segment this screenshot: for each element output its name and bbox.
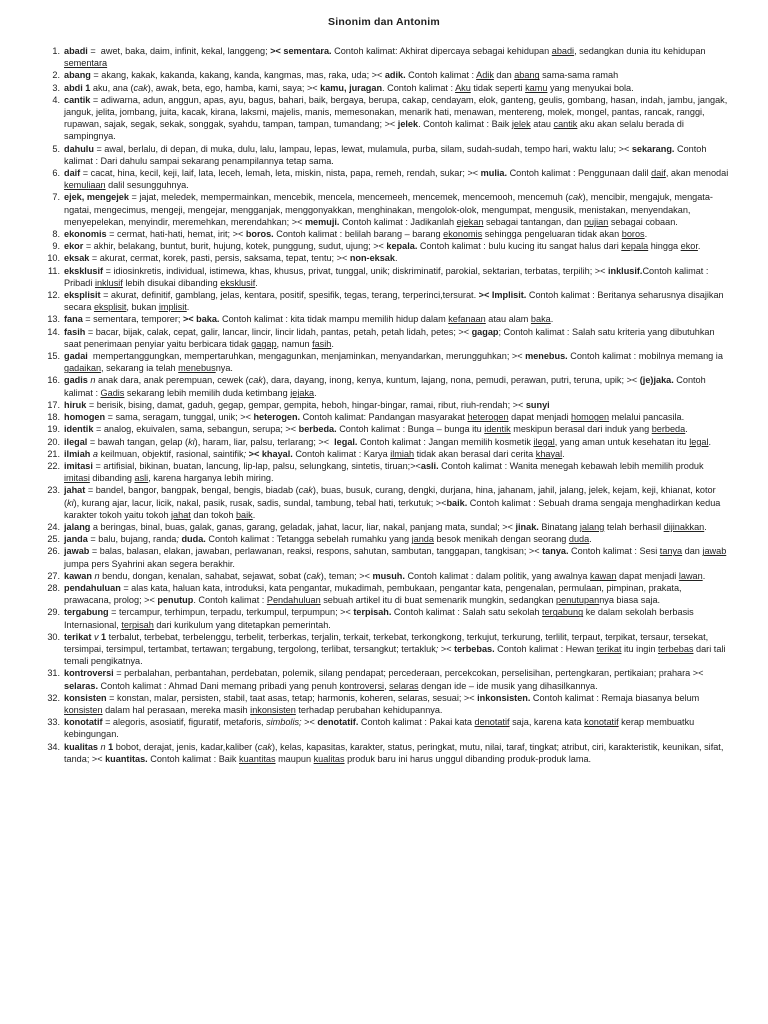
list-item — [36, 350, 730, 374]
list-item-text: kualitas n 1 bobot, derajat, jenis, kadar,kaliber (cak), kelas, kapasitas, karakter, status, peringkat, mutu, nilai, taraf, tingkat; atribut, ciri, karakteristik, keunikan, sifat, tanda; >< kuantitas. Contoh kalimat : Baik kuantitas maupun kualitas produk baru ini harus unggul dibanding produk-produk lama. — [64, 741, 724, 764]
list-item-number: 23. — [47, 485, 60, 496]
list-item — [36, 82, 730, 94]
list-item-number: 17. — [47, 399, 60, 410]
page-title: Sinonim dan Antonim — [328, 16, 440, 28]
list-item — [36, 326, 730, 350]
list-item-number: 27. — [47, 570, 60, 581]
list-item-text: jawab = balas, balasan, elakan, jawaban, perlawanan, reaksi, respons, sahutan, sambutan, tanggapan, tangkisan; >< tanya. Contoh kalimat : Sesi tanya dan jawab jumpa pers Syahrini akan segera berakhir. — [64, 546, 727, 569]
list-item — [36, 582, 730, 606]
list-item-number: 13. — [47, 314, 60, 325]
list-item — [36, 191, 730, 228]
list-item-text: identik = analog, ekuivalen, sama, sebangun, serupa; >< berbeda. Contoh kalimat : Bunga – bunga itu identik meskipun berasal dari induk yang berbeda. — [64, 424, 688, 435]
list-item — [36, 667, 730, 691]
list-item — [36, 521, 730, 533]
list-item-text: konotatif = alegoris, asosiatif, figuratif, metaforis, simbolis; >< denotatif. Contoh kalimat : Pakai kata denotatif saja, karena kata konotatif kerap membuatku kebingungan. — [64, 717, 695, 740]
list-item-text: jalang a beringas, binal, buas, galak, ganas, garang, geladak, jahat, lacur, liar, nakal, panjang mata, sundal; >< jinak. Binatang jalang telah berhasil dijinakkan. — [64, 521, 707, 532]
list-item — [36, 484, 730, 521]
list-item-text: ilmiah a keilmuan, objektif, rasional, saintifik; >< khayal. Contoh kalimat : Karya ilmiah tidak akan berasal dari cerita khayal. — [64, 448, 565, 459]
list-item-number: 20. — [47, 436, 60, 447]
list-item — [36, 143, 730, 167]
list-item-text: ekonomis = cermat, hati-hati, hemat, irit; >< boros. Contoh kalimat : belilah barang – barang ekonomis sehingga pengeluaran tidak akan boros. — [64, 229, 648, 240]
list-item — [36, 423, 730, 435]
list-item — [36, 252, 730, 264]
list-item-text: abang = akang, kakak, kakanda, kakang, kanda, kangmas, mas, raka, uda; >< adik. Contoh kalimat : Adik dan abang sama-sama ramah — [64, 70, 619, 81]
list-item-number: 11. — [47, 265, 60, 276]
list-item-number: 19. — [47, 424, 60, 435]
list-item-number: 33. — [47, 717, 60, 728]
list-item — [36, 570, 730, 582]
list-item — [36, 448, 730, 460]
list-item — [36, 411, 730, 423]
list-item-number: 2. — [52, 70, 60, 81]
list-item-text: kontroversi = perbalahan, perbantahan, perdebatan, polemik, silang pendapat; percederaan, percekcokan, perselisihan, pertengkaran, pertikaian; prahara >< selaras. Contoh kalimat : Ahmad Dani memang pribadi yang penuh kontroversi, selaras dengan ide – ide musik yang dihasilkannya. — [64, 668, 704, 691]
list-item — [36, 240, 730, 252]
list-item-number: 22. — [47, 460, 60, 471]
list-item-number: 4. — [52, 94, 60, 105]
list-item-number: 29. — [47, 607, 60, 618]
list-item-text: terikat v 1 terbalut, terbebat, terbelenggu, terbelit, terberkas, terjalin, terkait, terkebat, terkongkong, terkujut, terkurung, terlilit, terpaut, terpikat, tersaur, tersekat, tersimpai, tersimpul, tertambat, tertawan; tergabung, tergolong, terlibat, tersangkut; tertakluk; >< terbebas. Contoh kalimat : Hewan terikat itu ingin terbebas dari tali temali pengikatnya. — [64, 631, 726, 667]
list-item-number: 30. — [47, 631, 60, 642]
list-item-number: 21. — [47, 448, 60, 459]
list-item-number: 28. — [47, 582, 60, 593]
list-item-text: hiruk = berisik, bising, damat, gaduh, gegap, gempar, gempita, heboh, hingar-bingar, ramai, ribut, riuh-rendah; >< sunyi — [64, 399, 550, 410]
list-item-number: 24. — [47, 521, 60, 532]
list-item-text: janda = balu, bujang, randa; duda. Contoh kalimat : Tetangga sebelah rumahku yang janda besok menikah dengan seorang duda. — [64, 534, 592, 545]
list-item — [36, 228, 730, 240]
list-item — [36, 45, 730, 69]
list-item-number: 3. — [52, 82, 60, 93]
list-item-number: 12. — [47, 290, 60, 301]
list-item-number: 31. — [47, 668, 60, 679]
list-item-text: fana = sementara, temporer; >< baka. Contoh kalimat : kita tidak mampu memilih hidup dalam kefanaan atau alam baka. — [64, 314, 554, 325]
list-item-number: 32. — [47, 692, 60, 703]
list-item — [36, 167, 730, 191]
list-item-number: 1. — [52, 46, 60, 56]
list-item — [36, 94, 730, 143]
list-item-text: ilegal = bawah tangan, gelap (ki), haram, liar, palsu, terlarang; >< legal. Contoh kalimat : Jangan memilih kosmetik ilegal, yang aman untuk kesehatan itu legal. — [64, 436, 712, 447]
list-item-text: gadai mempertanggungkan, mempertaruhkan, mengagunkan, menjaminkan, menyandarkan, merungguhkan; >< menebus. Contoh kalimat : mobilnya memang ia gadaikan, sekarang ia telah menebusnya. — [64, 351, 723, 374]
list-item — [36, 289, 730, 313]
list-item-text: jahat = bandel, bangor, bangpak, bengal, bengis, biadab (cak), buas, busuk, curang, dengki, durjana, hina, jahanam, jahil, jalang, jelek, kejam, keji, khianat, kotor (ki), kurang ajar, lacur, licik, nakal, pasik, rusak, sadis, sundal, tambung, tebal hati, terkutuk; ><baik. Contoh kalimat : Sebuah drama sengaja menghadirkan kedua karakter tokoh yaitu tokoh jahat dan tokoh baik. — [64, 485, 721, 520]
list-item — [36, 741, 730, 765]
list-item — [36, 606, 730, 630]
list-item-number: 9. — [52, 241, 60, 252]
list-item-text: cantik = adiwarna, adun, anggun, apas, ayu, bagus, bahari, baik, bergaya, berupa, cakap, cendayam, elok, ganteng, geulis, gombang, hasan, indah, jambu, jangak, janguk, jelita, jombang, juita, kacak, kirana, laksmi, majelis, manis, memesonakan, menarik hati, menawan, mentereng, molek, mongel, pantas, rancak, ranggi, rupawan, sajak, segak, sekak, songgak, syahdu, tampan, tampan, tumandang; >< jelek. Contoh kalimat : Baik jelek atau cantik aku akan selalu berada di sampingnya. — [64, 94, 728, 142]
list-item — [36, 631, 730, 668]
list-item-text: abadi = awet, baka, daim, infinit, kekal, langgeng; >< sementara. Contoh kalimat: Akhirat dipercaya sebagai kehidupan abadi, sedangkan dunia itu kehidupan sementara — [64, 46, 706, 69]
list-item-number: 5. — [52, 143, 60, 154]
list-item-text: ekor = akhir, belakang, buntut, burit, hujung, kotek, punggung, sudut, ujung; >< kepala. Contoh kalimat : bulu kucing itu sangat halus dari kepala hingga ekor. — [64, 241, 701, 252]
list-item — [36, 545, 730, 569]
list-item-number: 16. — [47, 375, 60, 386]
list-item — [36, 313, 730, 325]
list-item — [36, 374, 730, 398]
list-item — [36, 460, 730, 484]
list-item-text: pendahuluan = alas kata, haluan kata, introduksi, kata pengantar, mukadimah, pembukaan, pengantar kata, pengenalan, permulaan, pimpinan, prakata, prawacana, prolog; >< penutup. Contoh kalimat : Pendahuluan sebuah artikel itu di buat semenarik mungkin, sedangkan penutupannya biasa saja. — [64, 582, 682, 606]
list-item-number: 18. — [47, 412, 60, 423]
list-item-text: tergabung = tercampur, terhimpun, terpadu, terkumpul, terpumpun; >< terpisah. Contoh kalimat : Salah satu sekolah tergabung ke dalam sekolah berbasis Internasional, terpisah dari kurikulum yang ditetapkan pemerintah. — [64, 607, 694, 630]
list-item — [36, 399, 730, 411]
list-item-number: 10. — [47, 253, 60, 264]
list-item-text: eksklusif = idiosinkretis, individual, istimewa, khas, khusus, privat, tunggal, unik; diskriminatif, parokial, sektarian, terbatas, terpilih; >< inklusif.Contoh kalimat : Pribadi inklusif lebih disukai dibanding eksklusif. — [64, 265, 709, 288]
list-item — [36, 265, 730, 289]
list-item-number: 14. — [47, 326, 60, 337]
list-item-number: 26. — [47, 546, 60, 557]
list-item-number: 8. — [52, 229, 60, 240]
list-item-text: imitasi = artifisial, bikinan, buatan, lancung, lip-lap, palsu, selungkang, sintetis, tiruan;><asli. Contoh kalimat : Wanita menegah kebawah lebih memilih produk imitasi dibanding asli, karena harganya lebih miring. — [64, 460, 704, 484]
entry-list — [36, 45, 730, 765]
list-item — [36, 692, 730, 716]
list-item-text: homogen = sama, seragam, tunggal, unik; >< heterogen. Contoh kalimat: Pandangan masyarakat heterogen dapat menjadi homogen melalui pancasila. — [64, 412, 685, 423]
list-item — [36, 716, 730, 740]
list-item-text: kawan n bendu, dongan, kenalan, sahabat, sejawat, sobat (cak), teman; >< musuh. Contoh kalimat : dalam politik, yang awalnya kawan dapat menjadi lawan. — [64, 570, 706, 581]
list-item — [36, 69, 730, 81]
list-item — [36, 436, 730, 448]
list-item-number: 7. — [52, 192, 60, 203]
list-item — [36, 533, 730, 545]
list-item-text: fasih = bacar, bijak, calak, cepat, galir, lancar, lincir, lincir lidah, pantas, petah, petah lidah, petes; >< gagap; Contoh kalimat : Salah satu kriteria yang dibutuhkan saat penerimaan penyiar yaitu berbicara tidak gagap, namun fasih. — [64, 326, 715, 349]
list-item-text: abdi 1 aku, ana (cak), awak, beta, ego, hamba, kami, saya; >< kamu, juragan. Contoh kalimat : Aku tidak seperti kamu yang menyukai bola. — [64, 82, 634, 93]
list-item-text: ejek, mengejek = jajat, meledek, mempermainkan, mencebik, mencela, mencemeeh, mencemek, mencemooh, mencemuh (cak), mencibir, mengajuk, mengata-ngatai, mengecimus, mengeji, mengejar, mengganjak, menggonyakkan, menghinakan, mengolok-olok, mengumpat, mengusik, menistakan, menyendakan, menyepelekan, menyindir, meremehkan, merendahkan; >< memuji. Contoh kalimat : Jadikanlah ejekan sebagai tantangan, dan pujian sebagai cobaan. — [64, 192, 713, 227]
list-item-text: daif = cacat, hina, kecil, keji, laif, lata, leceh, lemah, leta, miskin, nista, papa, remeh, rendah, sukar; >< mulia. Contoh kalimat : Penggunaan dalil daif, akan menodai kemuliaan dalil sesungguhnya. — [64, 168, 729, 191]
list-item-text: dahulu = awal, berlalu, di depan, di muka, dulu, lalu, lampau, lepas, lewat, mulamula, purba, silam, sudah-sudah, tempo hari, waktu lalu; >< sekarang. Contoh kalimat : Dari dahulu sampai sekarang penampilannya tetap sama. — [64, 143, 707, 166]
list-item-text: eksplisit = akurat, definitif, gamblang, jelas, kentara, positif, spesifik, tegas, terang, terperinci,tersurat. >< Implisit. Contoh kalimat : Beritanya seharusnya disajikan secara eksplisit, bukan implisit. — [64, 290, 724, 313]
list-item-number: 34. — [47, 741, 60, 752]
list-item-text: gadis n anak dara, anak perempuan, cewek (cak), dara, dayang, inong, kenya, kuntum, lajang, nona, pemudi, perawan, putri, teruna, upik; >< (je)jaka. Contoh kalimat : Gadis sekarang lebih memilih duda ketimbang jejaka. — [64, 375, 706, 398]
list-item-number: 25. — [47, 534, 60, 545]
list-item-text: eksak = akurat, cermat, korek, pasti, persis, saksama, tepat, tentu; >< non-eksak. — [64, 253, 398, 264]
list-item-number: 15. — [47, 351, 60, 362]
list-item-number: 6. — [52, 168, 60, 179]
list-item-text: konsisten = konstan, malar, persisten, stabil, taat asas, tetap; harmonis, koheren, selaras, sesuai; >< inkonsisten. Contoh kalimat : Remaja biasanya belum konsisten dalam hal perasaan, mereka masih inkonsisten terhadap perubahan kehidupannya. — [64, 692, 700, 715]
